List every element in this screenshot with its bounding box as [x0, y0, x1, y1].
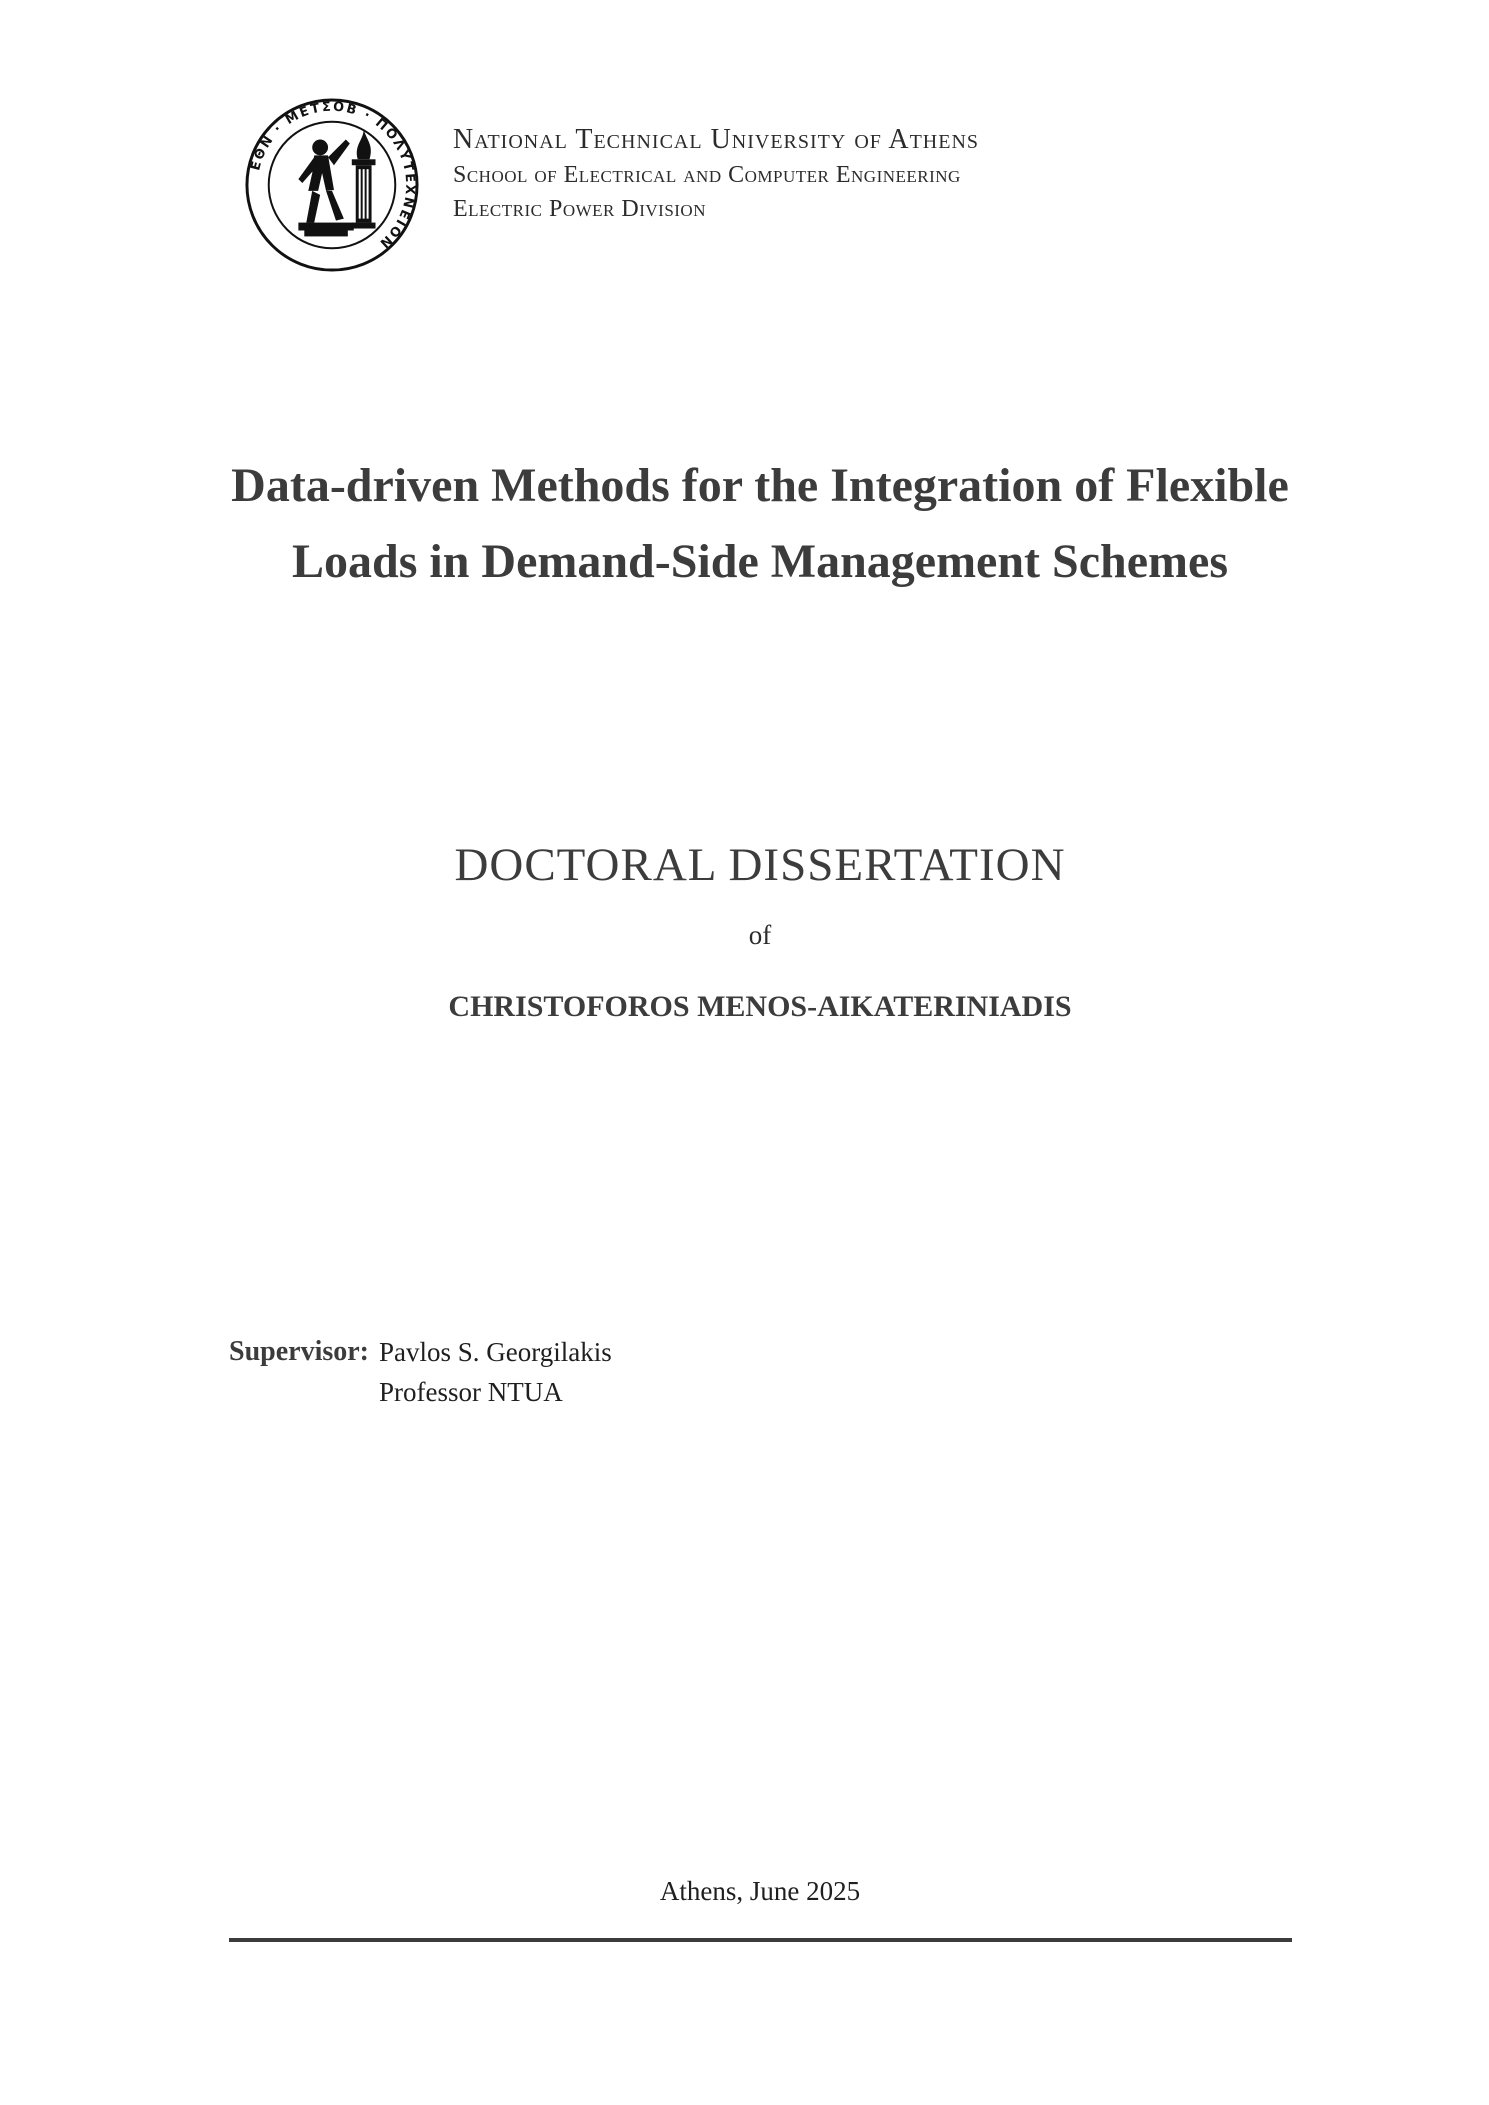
- affiliation-block: [453, 122, 979, 226]
- university-name: National Technical University of Athens: [453, 124, 980, 155]
- title-line-1: Data-driven Methods for the Integration of Flexible: [231, 459, 1289, 512]
- supervisor-block: [229, 1332, 612, 1412]
- division-name: Electric Power Division: [453, 196, 706, 222]
- document-of: of: [748, 920, 772, 950]
- svg-text:ΕΘΝ · ΜΕΤΣΟΒ · ΠΟΛΥΤΕΧΝΕΙΟΝ: ΕΘΝ · ΜΕΤΣΟΒ · ΠΟΛΥΤΕΧΝΕΙΟΝ: [248, 99, 418, 252]
- footer-divider: [229, 1938, 1292, 1942]
- school-name: School of Electrical and Computer Engineering: [453, 162, 961, 188]
- university-seal-logo: [243, 96, 421, 274]
- title-line-2: Loads in Demand-Side Management Schemes: [291, 535, 1229, 588]
- document-type: DOCTORAL DISSERTATION: [454, 839, 1066, 891]
- supervisor-label: Supervisor:: [229, 1336, 369, 1367]
- place-date: Athens, June 2025: [659, 1876, 861, 1906]
- supervisor-position: Professor NTUA: [379, 1377, 563, 1407]
- supervisor-info: [379, 1332, 612, 1412]
- dissertation-title: [150, 448, 1370, 600]
- author-name: CHRISTOFOROS MENOS-AIKATERINIADIS: [448, 990, 1072, 1023]
- supervisor-name: Pavlos S. Georgilakis: [379, 1337, 612, 1367]
